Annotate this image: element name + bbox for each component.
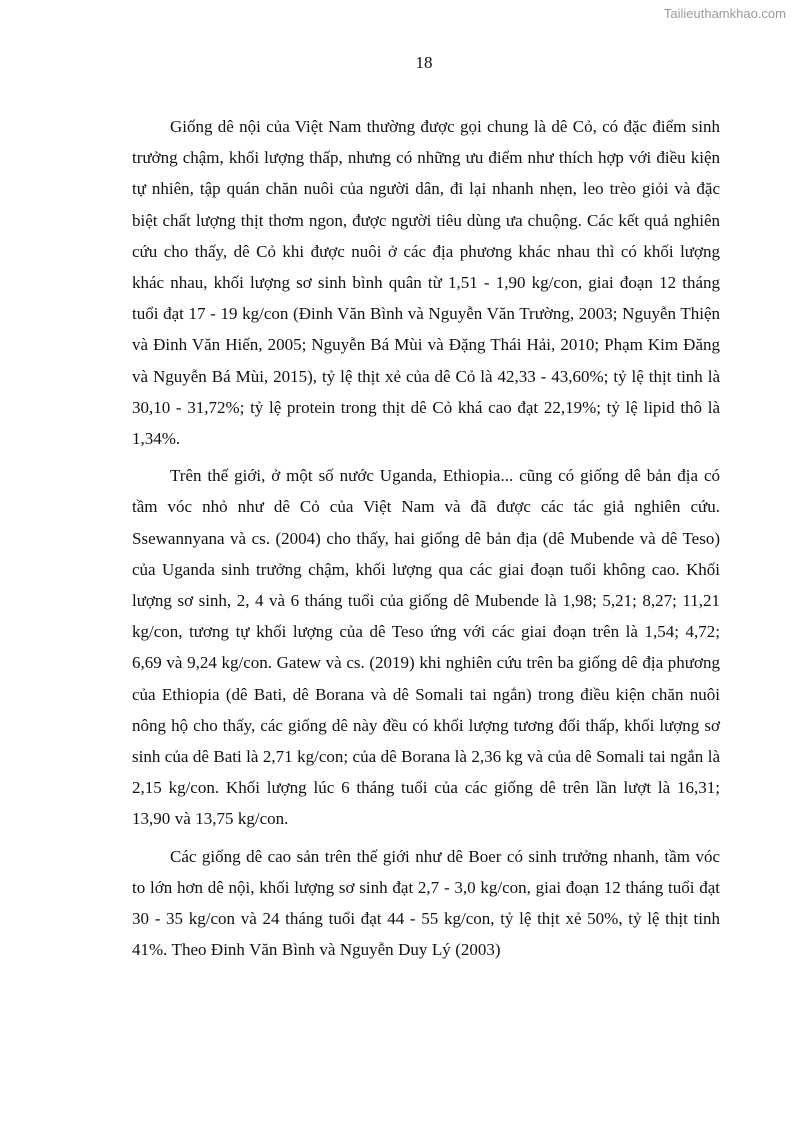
paragraph-world-native-goats: Trên thế giới, ở một số nước Uganda, Ethiopia... cũng có giống dê bản địa có tầm vóc nhỏ như dê Cỏ của Việt Nam và đã được các tác giả nghiên cứu. Ssewannyana và cs. (2004) cho thấy, hai giống dê bản địa (dê Mubende và dê Teso) của Uganda sinh trưởng chậm, khối lượng qua các giai đoạn tuổi không cao. Khối lượng sơ sinh, 2, 4 và 6 tháng tuổi của giống dê Mubende là 1,98; 5,21; 8,27; 11,21 kg/con, tương tự khối lượng của dê Teso ứng với các giai đoạn trên là 1,54; 4,72; 6,69 và 9,24 kg/con. Gatew và cs. (2019) khi nghiên cứu trên ba giống dê địa phương của Ethiopia (dê Bati, dê Borana và dê Somali tai ngắn) trong điều kiện chăn nuôi nông hộ cho thấy, các giống dê này đều có khối lượng tương đối thấp, khối lượng sơ sinh của dê Bati là 2,71 kg/con; của dê Borana là 2,36 kg và của dê Somali tai ngắn là 2,15 kg/con. Khối lượng lúc 6 tháng tuổi của các giống dê trên lần lượt là 16,31; 13,90 và 13,75 kg/con. <box>132 466 720 829</box>
paragraph-high-yield-goats: Các giống dê cao sản trên thế giới như dê Boer có sinh trưởng nhanh, tầm vóc to lớn hơn dê nội, khối lượng sơ sinh đạt 2,7 - 3,0 kg/con, giai đoạn 12 tháng tuổi đạt 30 - 35 kg/con và 24 tháng tuổi đạt 44 - 55 kg/con, tỷ lệ thịt xẻ 50%, tỷ lệ thịt tinh 41%. Theo Đinh Văn Bình và Nguyễn Duy Lý (2003) <box>132 846 720 960</box>
page-number: 18 <box>415 53 433 72</box>
document-body <box>132 111 720 971</box>
paragraph-native-goats: Giống dê nội của Việt Nam thường được gọi chung là dê Cỏ, có đặc điểm sinh trưởng chậm, khối lượng thấp, nhưng có những ưu điểm như thích hợp với điều kiện tự nhiên, tập quán chăn nuôi của người dân, đi lại nhanh nhẹn, leo trèo giỏi và đặc biệt chất lượng thịt thơm ngon, được người tiêu dùng ưa chuộng. Các kết quả nghiên cứu cho thấy, dê Cỏ khi được nuôi ở các địa phương khác nhau thì có khối lượng khác nhau, khối lượng sơ sinh bình quân từ 1,51 - 1,90 kg/con, giai đoạn 12 tháng tuổi đạt 17 - 19 kg/con (Đinh Văn Bình và Nguyễn Văn Trường, 2003; Nguyễn Thiện và Đinh Văn Hiến, 2005; Nguyễn Bá Mùi và Đặng Thái Hải, 2010; Phạm Kim Đăng và Nguyễn Bá Mùi, 2015), tỷ lệ thịt xẻ của dê Cỏ là 42,33 - 43,60%; tỷ lệ thịt tinh là 30,10 - 31,72%; tỷ lệ protein trong thịt dê Cỏ khá cao đạt 22,19%; tỷ lệ lipid thô là 1,34%. <box>132 117 720 449</box>
watermark-text: Tailieuthamkhao.com <box>663 6 786 21</box>
